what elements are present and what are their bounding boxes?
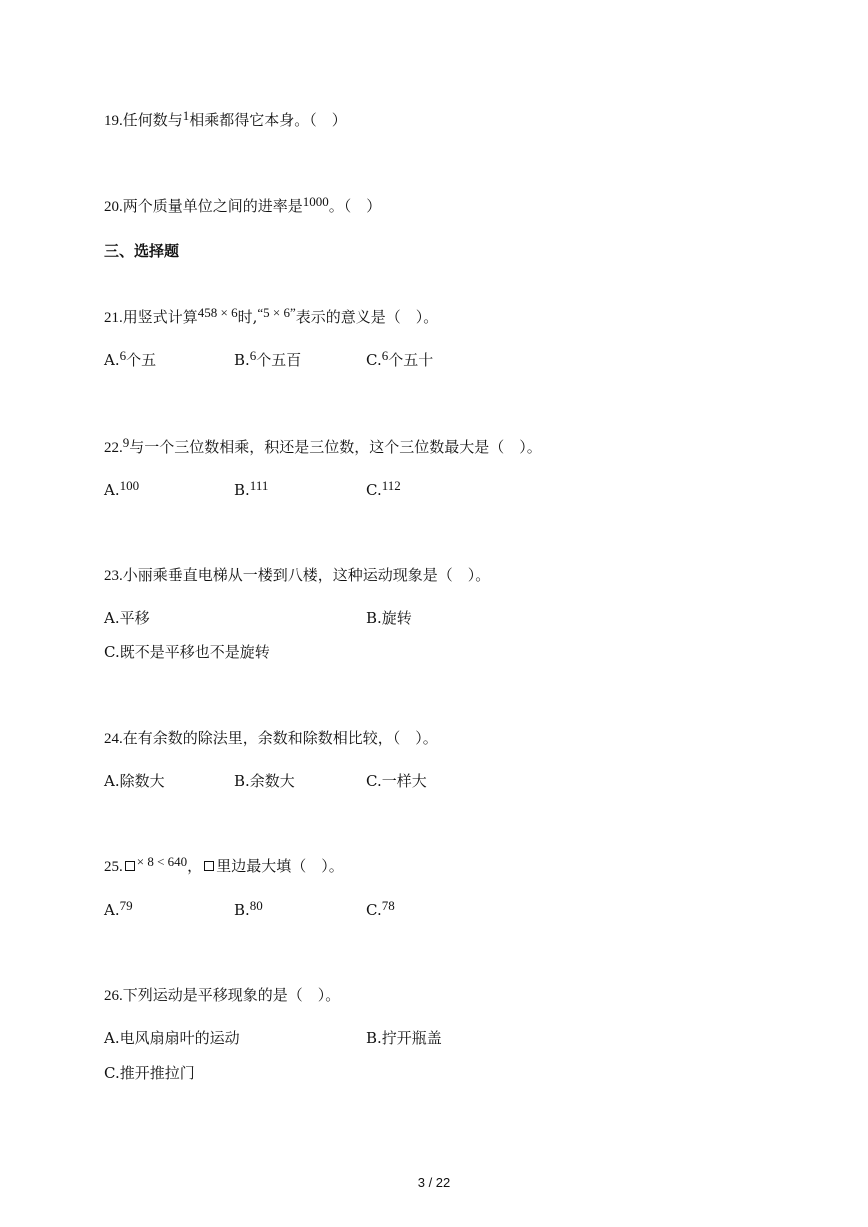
option-b: B.拧开瓶盖: [366, 1029, 442, 1047]
option-c: C.既不是平移也不是旋转: [104, 643, 270, 661]
question-23: 23.小丽乘垂直电梯从一楼到八楼，这种运动现象是（ ）。: [104, 566, 491, 584]
question-25: 25. × 8 < 640， 里边最大填（ ）。: [104, 854, 344, 875]
question-22: 22.9与一个三位数相乘，积还是三位数，这个三位数最大是（ ）。: [104, 435, 542, 456]
option-a: A.平移: [104, 609, 150, 627]
option-a: A.电风扇扇叶的运动: [104, 1029, 240, 1047]
blank-box-icon: [125, 861, 135, 871]
option-b: B.旋转: [366, 609, 412, 627]
option-a: A.79: [104, 898, 133, 919]
question-24: 24.在有余数的除法里，余数和除数相比较，（ ）。: [104, 729, 438, 747]
option-b: B.111: [234, 478, 269, 499]
page-number: 3 / 22: [417, 1175, 451, 1190]
question-19: 19.任何数与1相乘都得它本身。（ ）: [104, 108, 347, 129]
option-c: C.推开推拉门: [104, 1064, 195, 1082]
option-b: B.80: [234, 898, 263, 919]
question-20: 20.两个质量单位之间的进率是1000。（ ）: [104, 194, 382, 215]
option-c: C.112: [366, 478, 401, 499]
option-a: A.除数大: [104, 772, 165, 790]
question-21: 21.用竖式计算458 × 6时,“5 × 6”表示的意义是（ ）。: [104, 305, 439, 326]
option-c: C.一样大: [366, 772, 427, 790]
option-b: B.6个五百: [234, 348, 302, 369]
section-heading: 三、选择题: [104, 242, 180, 260]
option-a: A.100: [104, 478, 140, 499]
option-c: C.78: [366, 898, 395, 919]
question-26: 26.下列运动是平移现象的是（ ）。: [104, 986, 341, 1004]
option-b: B.余数大: [234, 772, 295, 790]
blank-box-icon: [204, 861, 214, 871]
option-a: A.6个五: [104, 348, 157, 369]
option-c: C.6个五十: [366, 348, 434, 369]
